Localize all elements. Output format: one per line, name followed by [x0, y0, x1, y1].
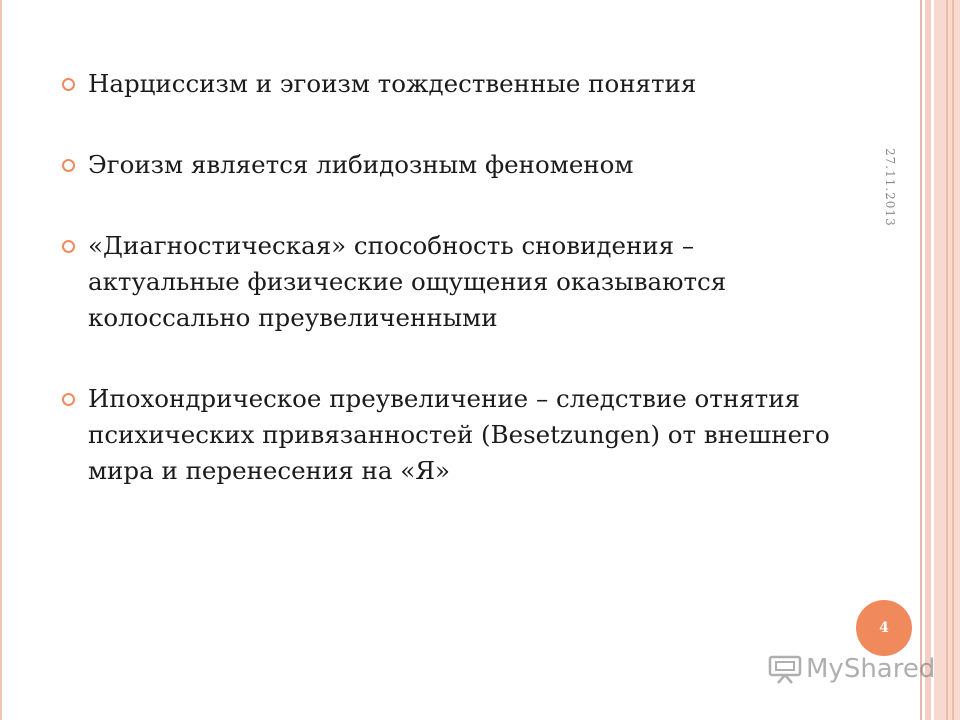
decorative-stripe — [952, 0, 954, 720]
bullet-text: Нарциссизм и эгоизм тождественные понятия — [88, 69, 697, 98]
bullet-text: «Диагностическая» способность сновидения – актуальные физические ощущения оказываются колоссально преувеличенными — [88, 231, 727, 332]
bullet-item — [62, 147, 842, 183]
bullet-text: Ипохондрическое преувеличение – следствие отнятия психических привязанностей (Besetzungen) от внешнего мира и перенесения на «Я» — [88, 384, 830, 485]
watermark — [768, 654, 935, 684]
bullet-circle-icon — [62, 159, 75, 172]
bullet-item — [62, 66, 842, 102]
bullet-circle-icon — [62, 78, 75, 91]
bullet-item — [62, 381, 842, 489]
slide-date: 27.11.2013 — [883, 148, 897, 227]
decorative-stripe — [925, 0, 931, 720]
decorative-stripe — [946, 0, 948, 720]
decorative-stripe — [920, 0, 922, 720]
watermark-text: MyShared — [806, 654, 936, 684]
bullet-item — [62, 228, 842, 336]
bullet-text: Эгоизм является либидозным феноменом — [88, 150, 634, 179]
bullet-circle-icon — [62, 393, 75, 406]
presentation-board-icon — [768, 654, 802, 684]
bullet-list — [62, 66, 842, 534]
page-number-badge: 4 — [856, 600, 912, 656]
bullet-circle-icon — [62, 240, 75, 253]
